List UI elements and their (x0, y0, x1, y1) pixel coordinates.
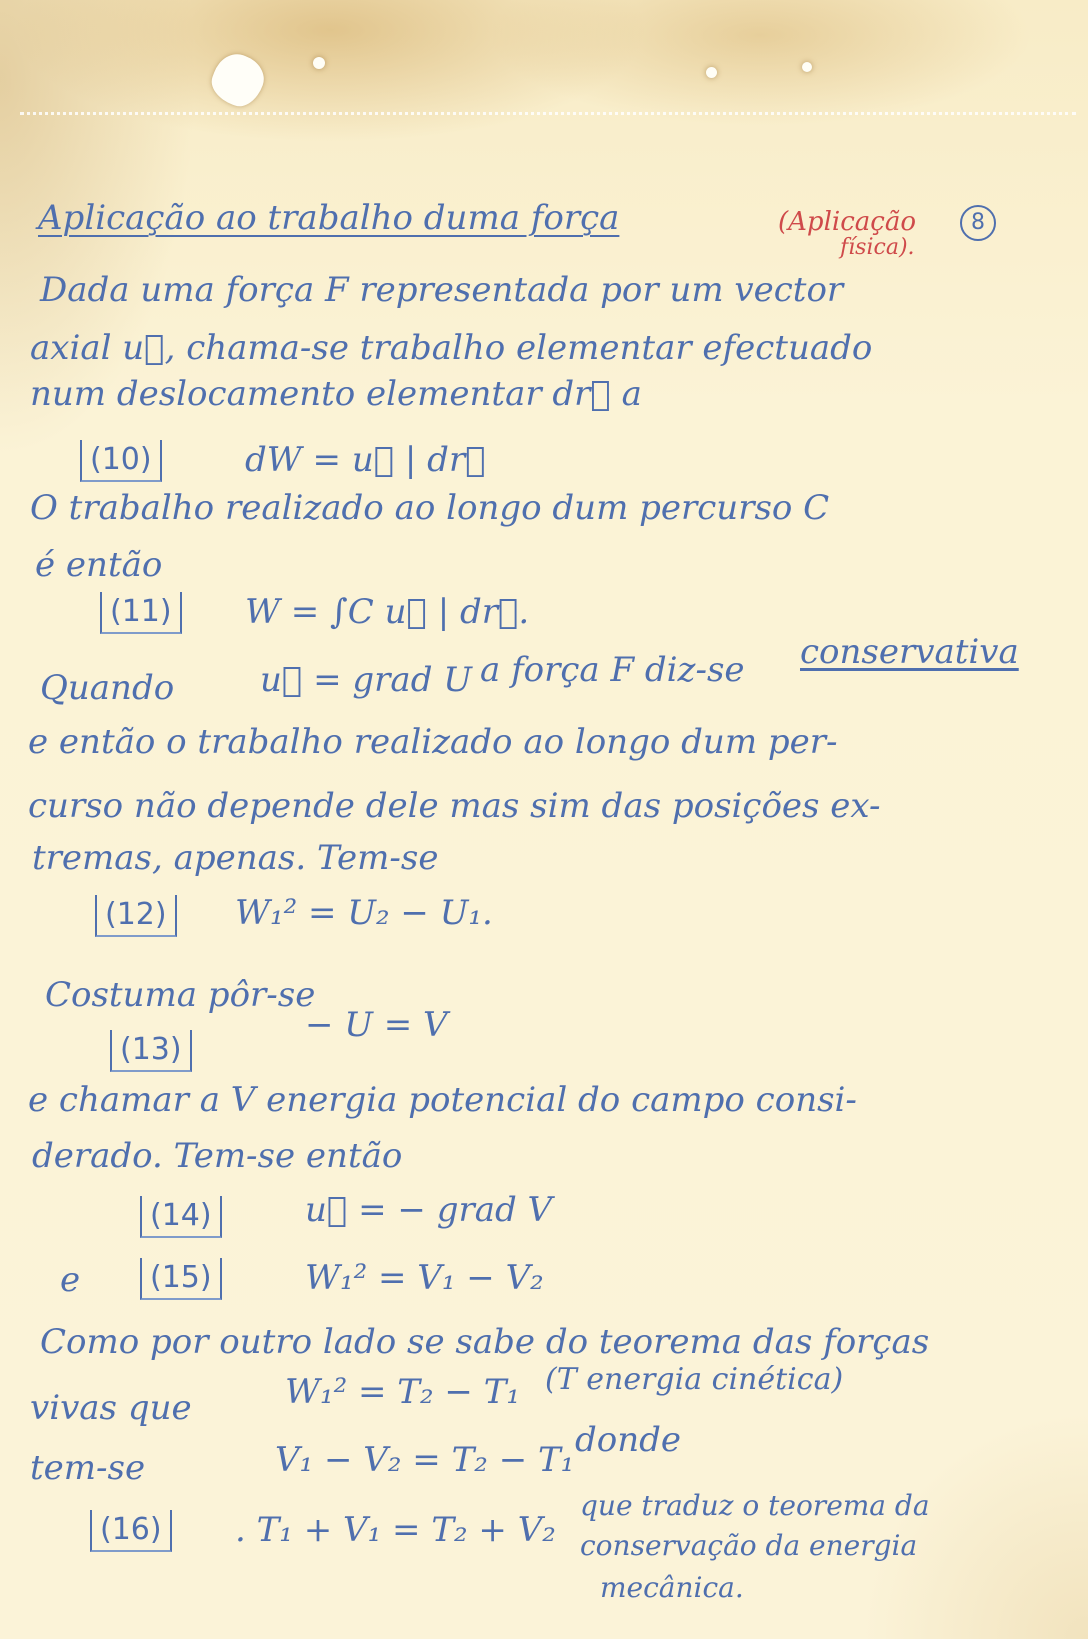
text-line: axial u⃗, chama-se trabalho elementar efectuado (30, 328, 873, 368)
title-note: (Aplicação (778, 207, 916, 237)
text-line: donde (575, 1420, 682, 1460)
equation-number: (15) (140, 1258, 222, 1300)
equation: V₁ − V₂ = T₂ − T₁ (275, 1440, 575, 1480)
punch-hole (802, 62, 812, 72)
page-title: Aplicação ao trabalho duma força (38, 198, 620, 238)
text-line: conservação da energia (580, 1529, 918, 1562)
equation: W₁² = V₁ − V₂ (305, 1258, 544, 1298)
equation: W = ∫C u⃗ | dr⃗. (245, 592, 530, 632)
equation-number: (11) (100, 592, 182, 634)
equation-number: (13) (110, 1030, 192, 1072)
torn-hole (206, 48, 270, 112)
text-line: a força F diz-se (480, 650, 745, 690)
text-line: Costuma pôr-se (45, 975, 316, 1015)
text-line: tem-se (30, 1448, 146, 1488)
text-line-underlined: conservativa (800, 632, 1019, 672)
punch-hole (706, 67, 717, 78)
punch-hole (313, 57, 325, 69)
equation: W₁² = U₂ − U₁. (235, 893, 493, 933)
text-line: e (60, 1260, 81, 1300)
text-line: e chamar a V energia potencial do campo consi- (28, 1080, 857, 1120)
text-line: mecânica. (600, 1571, 744, 1604)
equation-number: (16) (90, 1510, 172, 1552)
equation: W₁² = T₂ − T₁ (285, 1372, 521, 1412)
text-line: tremas, apenas. Tem-se (32, 838, 439, 878)
text-line: O trabalho realizado ao longo dum percurso C (30, 488, 830, 528)
text-line: que traduz o teorema da (580, 1489, 930, 1522)
equation: − U = V (305, 1005, 448, 1045)
perforation-line (20, 112, 1076, 115)
text-line: é então (35, 545, 163, 585)
equation-number: (14) (140, 1196, 222, 1238)
equation: u⃗ = − grad V (305, 1190, 553, 1230)
text-line: derado. Tem-se então (32, 1136, 403, 1176)
title-note-sub: física). (840, 235, 915, 260)
text-line: Como por outro lado se sabe do teorema das forças (40, 1322, 930, 1362)
text-line: Quando (40, 668, 175, 708)
equation-number: (10) (80, 440, 162, 482)
text-line: Dada uma força F representada por um vector (40, 270, 844, 310)
equation: dW = u⃗ | dr⃗ (245, 440, 486, 480)
equation: . T₁ + V₁ = T₂ + V₂ (235, 1510, 556, 1550)
equation: u⃗ = grad U (260, 660, 472, 700)
text-line: vivas que (30, 1388, 192, 1428)
text-line: (T energia cinética) (545, 1362, 844, 1397)
text-line: num deslocamento elementar dr⃗ a (30, 374, 642, 414)
page-number-badge: 8 (960, 205, 996, 241)
equation-number: (12) (95, 895, 177, 937)
text-line: curso não depende dele mas sim das posições ex- (28, 786, 881, 826)
text-line: e então o trabalho realizado ao longo dum per- (28, 722, 838, 762)
